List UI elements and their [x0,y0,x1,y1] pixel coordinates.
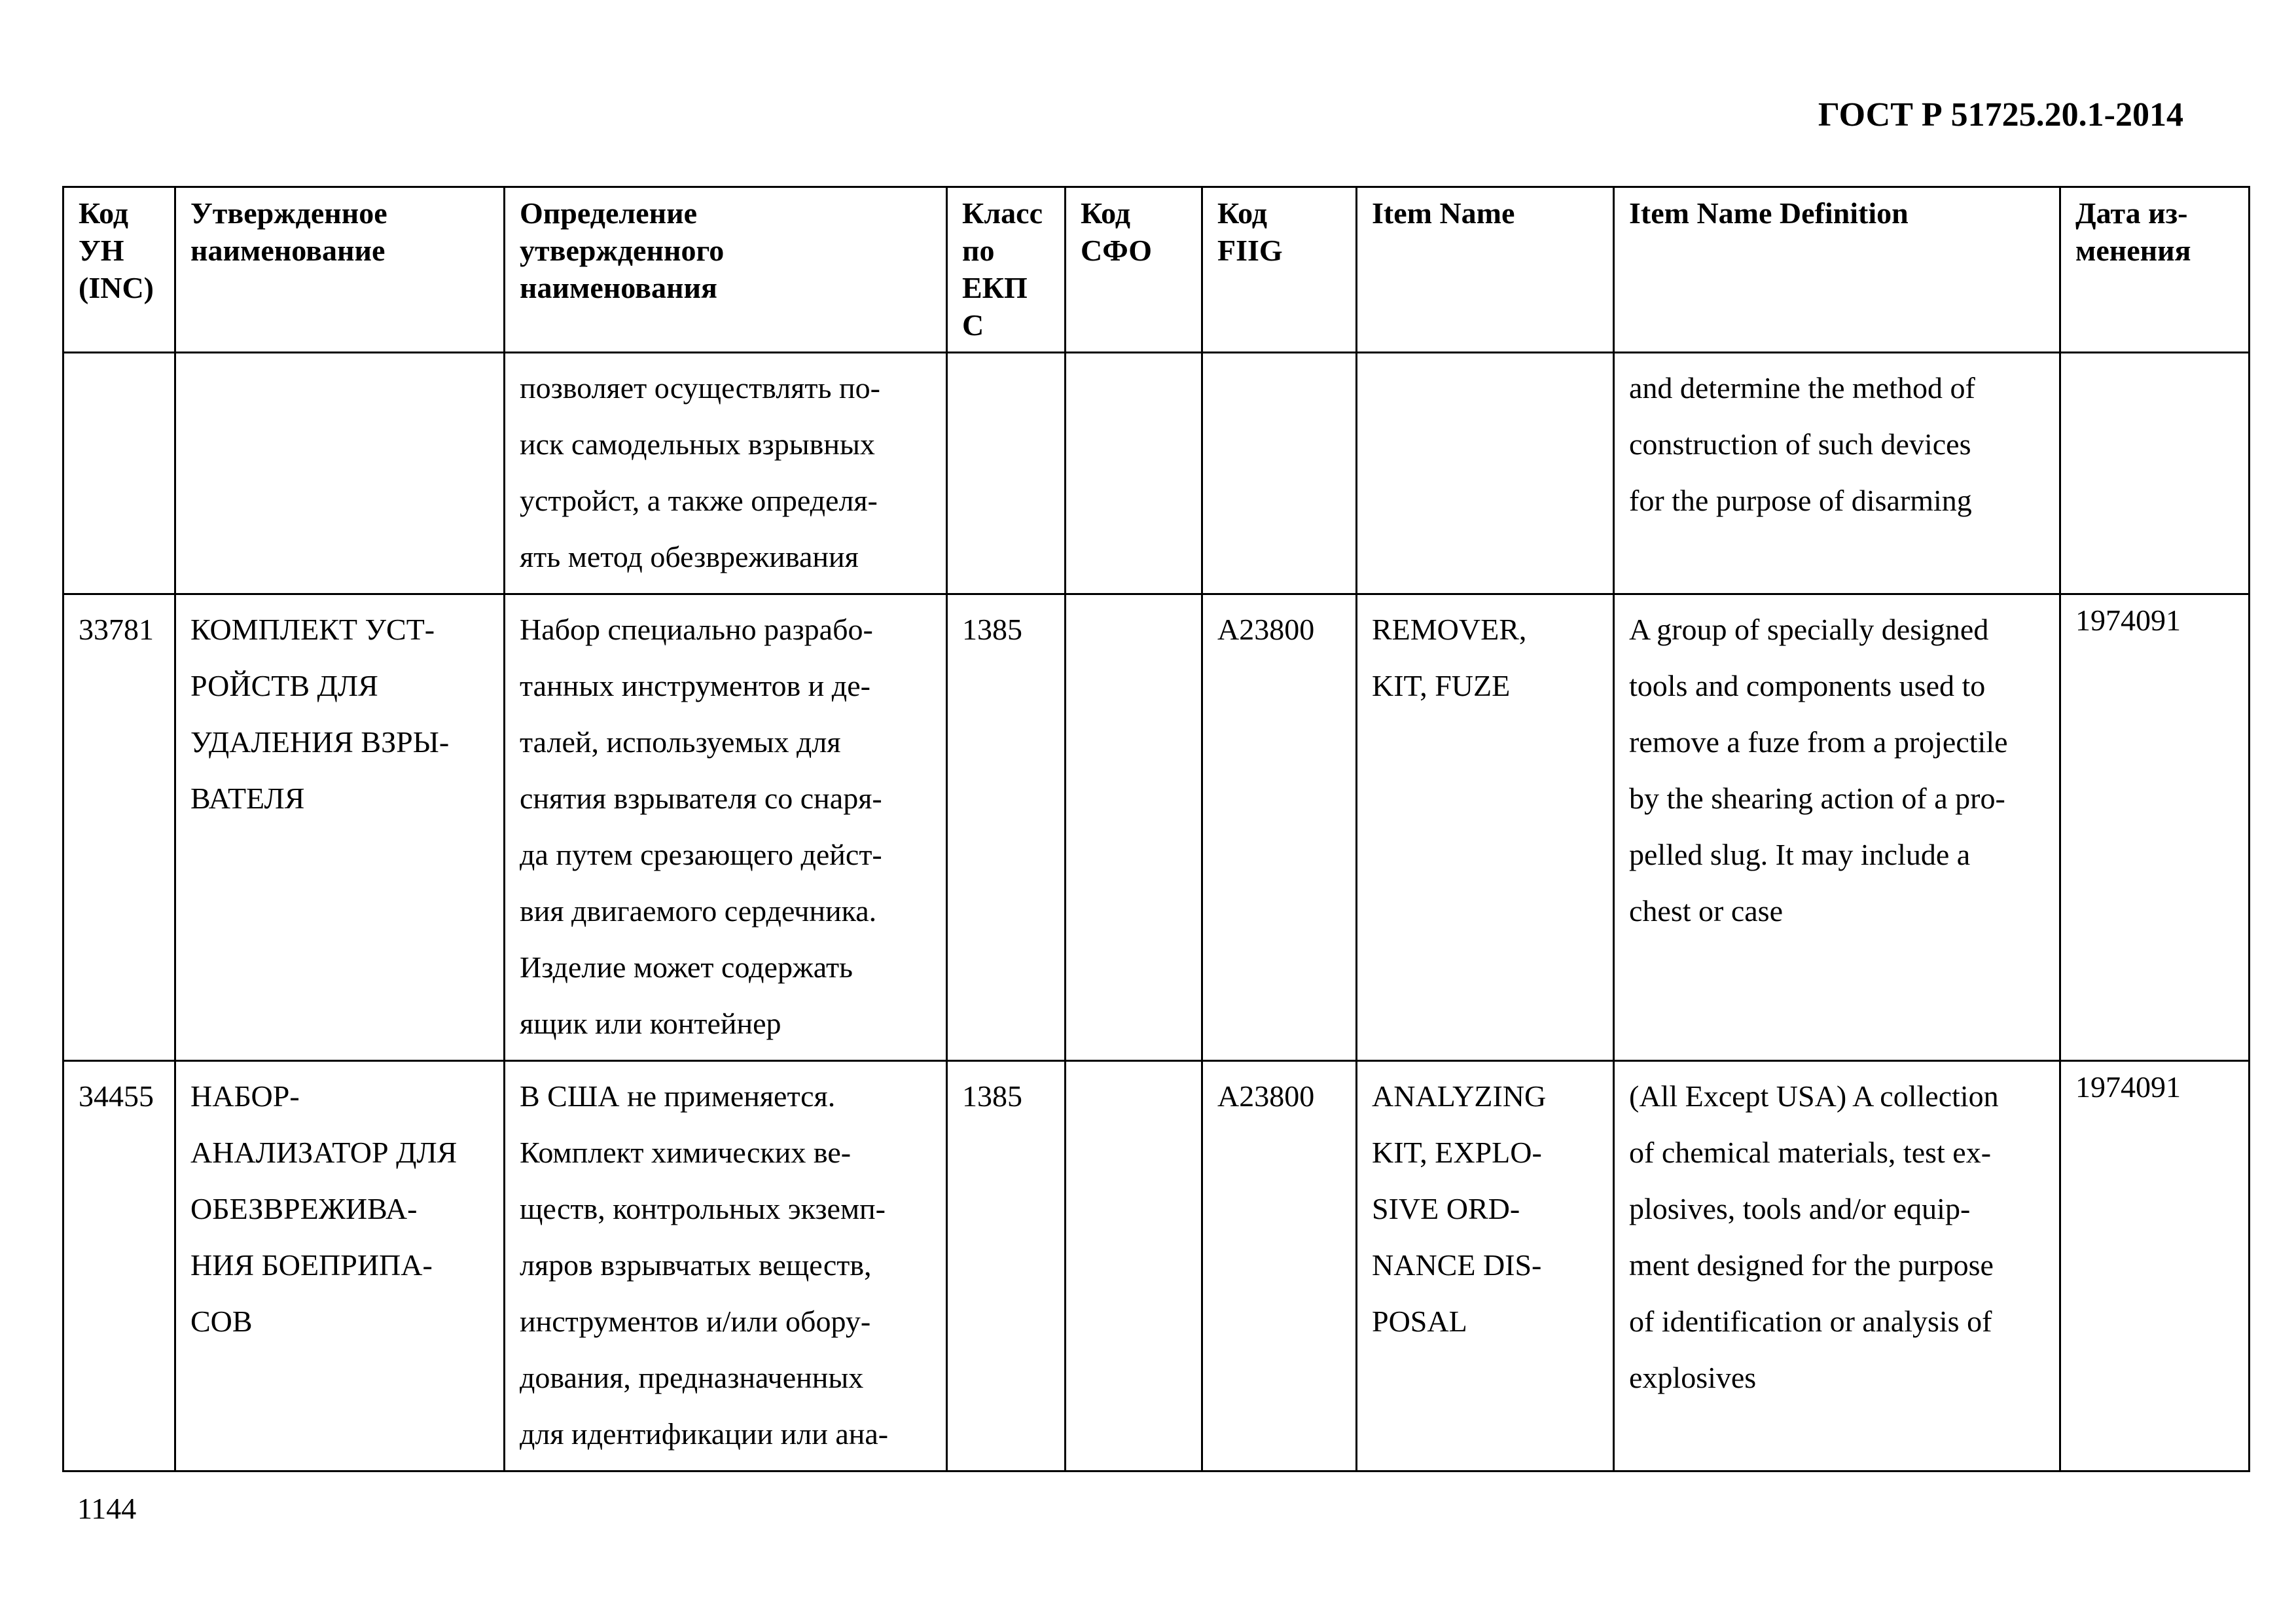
cell-change-date: 1974091 [2060,1061,2250,1471]
page-number: 1144 [77,1492,137,1525]
col-header-label: Класс по ЕКП С [962,196,1043,342]
cell-fiig-code: A23800 [1202,1061,1357,1471]
col-header-label: Item Name Definition [1629,196,1909,230]
table-header-row [63,187,2250,353]
col-header-item-name [1357,187,1614,353]
cell-item-name-definition: and determine the method of construction of such devices for the purpose of disarming [1614,353,2060,594]
cell-inc: 34455 [63,1061,175,1471]
col-header-inc [63,187,175,353]
cell-change-date [2060,353,2250,594]
col-header-label: Item Name [1372,196,1515,230]
cell-sfo-code [1066,353,1202,594]
col-header-class [947,187,1066,353]
col-header-label: Определение утвержденного наименования [520,196,725,304]
cell-change-date: 1974091 [2060,594,2250,1061]
cell-name-definition: Набор специально разрабо- танных инструментов и де- талей, используемых для снятия взрывателя со снаря- да путем срезающего дейст- вия двигаемого сердечника. Изделие может содержать ящик или контейнер [505,594,947,1061]
catalog-table [62,186,2250,1472]
col-header-name-definition [505,187,947,353]
col-header-label: Код УН (INC) [79,196,154,304]
col-header-label: Дата из- менения [2075,196,2191,267]
cell-inc [63,353,175,594]
col-header-change-date [2060,187,2250,353]
cell-class: 1385 [947,1061,1066,1471]
cell-approved-name [175,353,505,594]
cell-name-definition: В США не применяется. Комплект химических ве- ществ, контрольных экземп- ляров взрывчатых веществ, инструментов и/или обору- дования, предназначенных для идентификации или ана- [505,1061,947,1471]
col-header-label: Код FIIG [1217,196,1283,267]
table-row [63,353,2250,594]
col-header-approved-name [175,187,505,353]
document-code: ГОСТ Р 51725.20.1-2014 [1818,96,2183,134]
cell-class: 1385 [947,594,1066,1061]
cell-item-name-definition: (All Except USA) A collection of chemical materials, test ex- plosives, tools and/or equip- ment designed for the purpose of identification or analysis of explosives [1614,1061,2060,1471]
cell-item-name-definition: A group of specially designed tools and components used to remove a fuze from a projectile by the shearing action of a pro- pelled slug. It may include a chest or case [1614,594,2060,1061]
cell-item-name: REMOVER, KIT, FUZE [1357,594,1614,1061]
col-header-label: Код СФО [1081,196,1153,267]
cell-item-name [1357,353,1614,594]
col-header-sfo-code [1066,187,1202,353]
table-row [63,594,2250,1061]
cell-item-name: ANALYZING KIT, EXPLO- SIVE ORD- NANCE DIS- POSAL [1357,1061,1614,1471]
table-row [63,1061,2250,1471]
cell-approved-name: КОМПЛЕКТ УСТ- РОЙСТВ ДЛЯ УДАЛЕНИЯ ВЗРЫ- ВАТЕЛЯ [175,594,505,1061]
cell-name-definition: позволяет осуществлять по- иск самодельных взрывных устройст, а также определя- ять метод обезвреживания [505,353,947,594]
cell-sfo-code [1066,1061,1202,1471]
col-header-item-name-definition [1614,187,2060,353]
cell-class [947,353,1066,594]
cell-approved-name: НАБОР- АНАЛИЗАТОР ДЛЯ ОБЕЗВРЕЖИВА- НИЯ БОЕПРИПА- СОВ [175,1061,505,1471]
col-header-label: Утвержденное наименование [190,196,387,267]
cell-sfo-code [1066,594,1202,1061]
cell-inc: 33781 [63,594,175,1061]
col-header-fiig-code [1202,187,1357,353]
cell-fiig-code [1202,353,1357,594]
cell-fiig-code: A23800 [1202,594,1357,1061]
